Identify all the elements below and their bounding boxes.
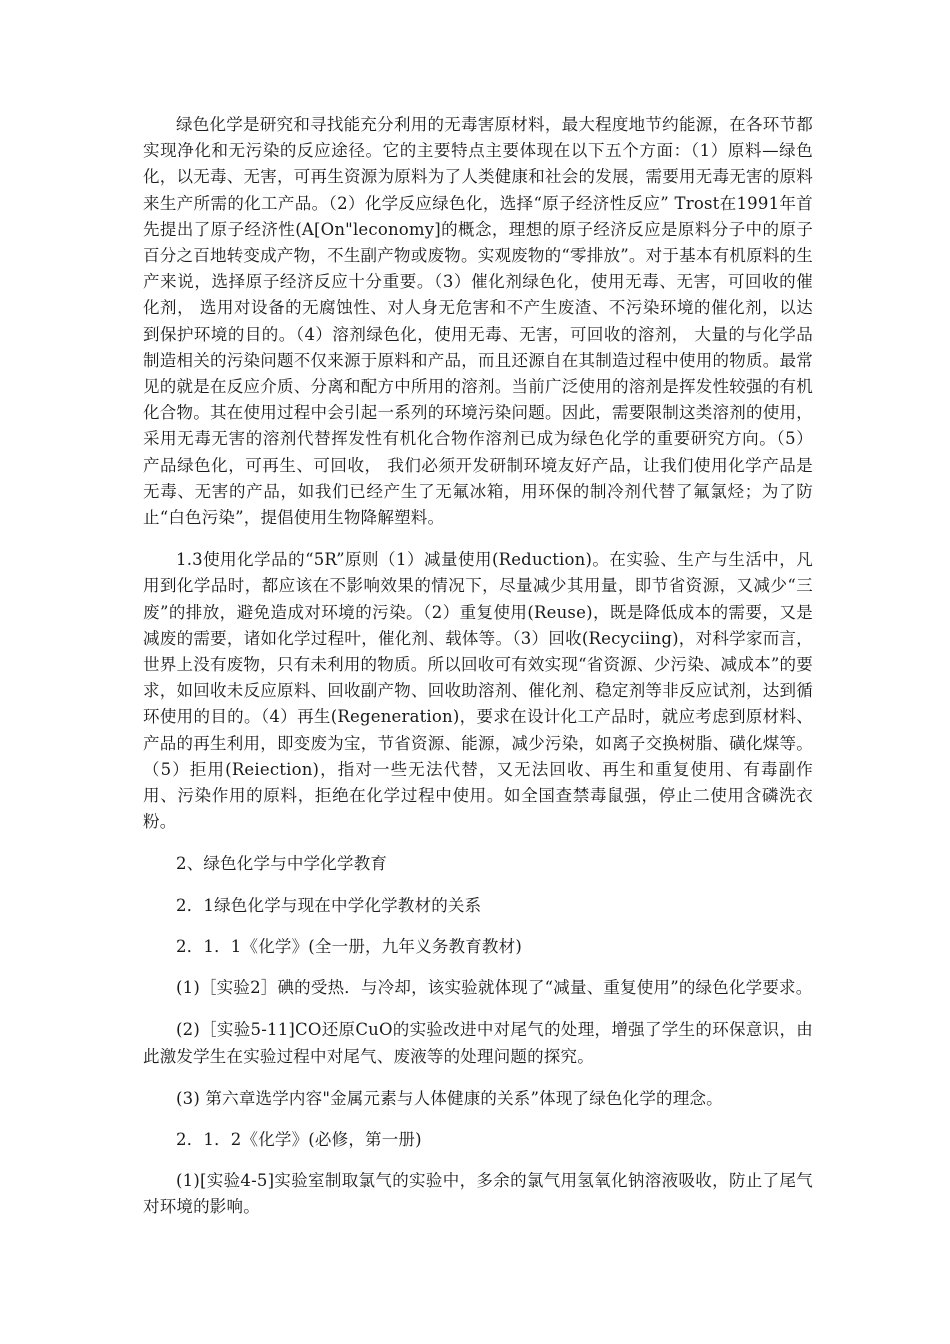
paragraph-5r-principles: 1.3使用化学品的“5R”原则（1）减量使用(Reduction)。在实验、生产与生活中，凡用到化学品时，都应该在不影响效果的情况下，尽量减少其用量，即节省资源，又减少“三废”的排放，避免造成对环境的污染。（2）重复使用(Reuse)，既是降低成本的需要，又是减废的需要，诸如化学过程叶，催化剂、载体等。（3）回收(Recyciing)，对科学家而言，世界上没有废物，只有未利用的物质。所以回收可有效实现“省资源、少污染、减成本”的要求，如回收未反应原料、回收副产物、回收助溶剂、催化剂、稳定剂等非反应试剂，达到循环使用的目的。（4）再生(Regeneration)，要求在设计化工产品时，就应考虑到原材料、产品的再生利用，即变废为宝，节省资源、能源，减少污染，如离子交换树脂、磺化煤等。（5）拒用(Reiection)，指对一些无法代替，又无法回收、再生和重复使用、有毒副作用、污染作用的原料，拒绝在化学过程中使用。如全国查禁毒鼠强，停止二使用含磷洗衣粉。	[143, 550, 813, 832]
section-heading-2-1-2: 2．1．2《化学》(必修，第一册)	[176, 1129, 422, 1149]
section-heading-2-1: 2．1绿色化学与现在中学化学教材的关系	[176, 895, 482, 915]
list-item-4: (1)[实验4-5]实验室制取氯气的实验中，多余的氯气用氢氧化钠溶液吸收，防止了尾气对环境的影响。	[143, 1171, 813, 1217]
section-heading-2: 2、绿色化学与中学化学教育	[176, 854, 388, 874]
list-item-2: (2)［实验5-11]CO还原CuO的实验改进中对尾气的处理，增强了学生的环保意识，由此激发学生在实验过程中对尾气、废液等的处理问题的探究。	[143, 1020, 813, 1066]
document-body	[143, 112, 813, 1237]
list-item-1: (1)［实验2］碘的受热．与冷却，该实验就体现了“减量、重复使用”的绿色化学要求。	[176, 978, 813, 998]
paragraph-green-chemistry-features: 绿色化学是研究和寻找能充分利用的无毒害原材料，最大程度地节约能源，在各环节都实现净化和无污染的反应途径。它的主要特点主要体现在以下五个方面：（1）原料—绿色化，以无毒、无害，可再生资源为原料为了人类健康和社会的发展，需要用无毒无害的原料来生产所需的化工产品。（2）化学反应绿色化，选择“原子经济性反应” Trost在1991年首先提出了原子经济性(A[On"leconomy]的概念，理想的原子经济反应是原料分子中的原子百分之百地转变成产物，不生副产物或废物。实观废物的“零排放”。对于基本有机原料的生产来说，选择原子经济反应十分重要。（3）催化剂绿色化，使用无毒、无害，可回收的催化剂， 选用对设备的无腐蚀性、对人身无危害和不产生废渣、不污染环境的催化剂，以达到保护环境的目的。（4）溶剂绿色化，使用无毒、无害，可回收的溶剂， 大量的与化学品制造相关的污染问题不仅来源于原料和产品，而且还源自在其制造过程中使用的物质。最常见的就是在反应介质、分离和配方中所用的溶剂。当前广泛使用的溶剂是挥发性较强的有机化合物。其在使用过程中会引起一系列的环境污染问题。因此，需要限制这类溶剂的使用，采用无毒无害的溶剂代替挥发性有机化合物作溶剂已成为绿色化学的重要研究方向。（5）产品绿色化，可再生、可回收， 我们必须开发研制环境友好产品，让我们使用化学产品是无毒、无害的产品，如我们已经产生了无氟冰箱，用环保的制冷剂代替了氟氯烃；为了防止“白色污染”，提倡使用生物降解塑料。	[143, 115, 813, 528]
list-item-3: (3) 第六章选学内容"金属元素与人体健康的关系”体现了绿色化学的理念。	[176, 1088, 723, 1108]
section-heading-2-1-1: 2．1．1《化学》(全一册，九年义务教育教材)	[176, 936, 522, 956]
